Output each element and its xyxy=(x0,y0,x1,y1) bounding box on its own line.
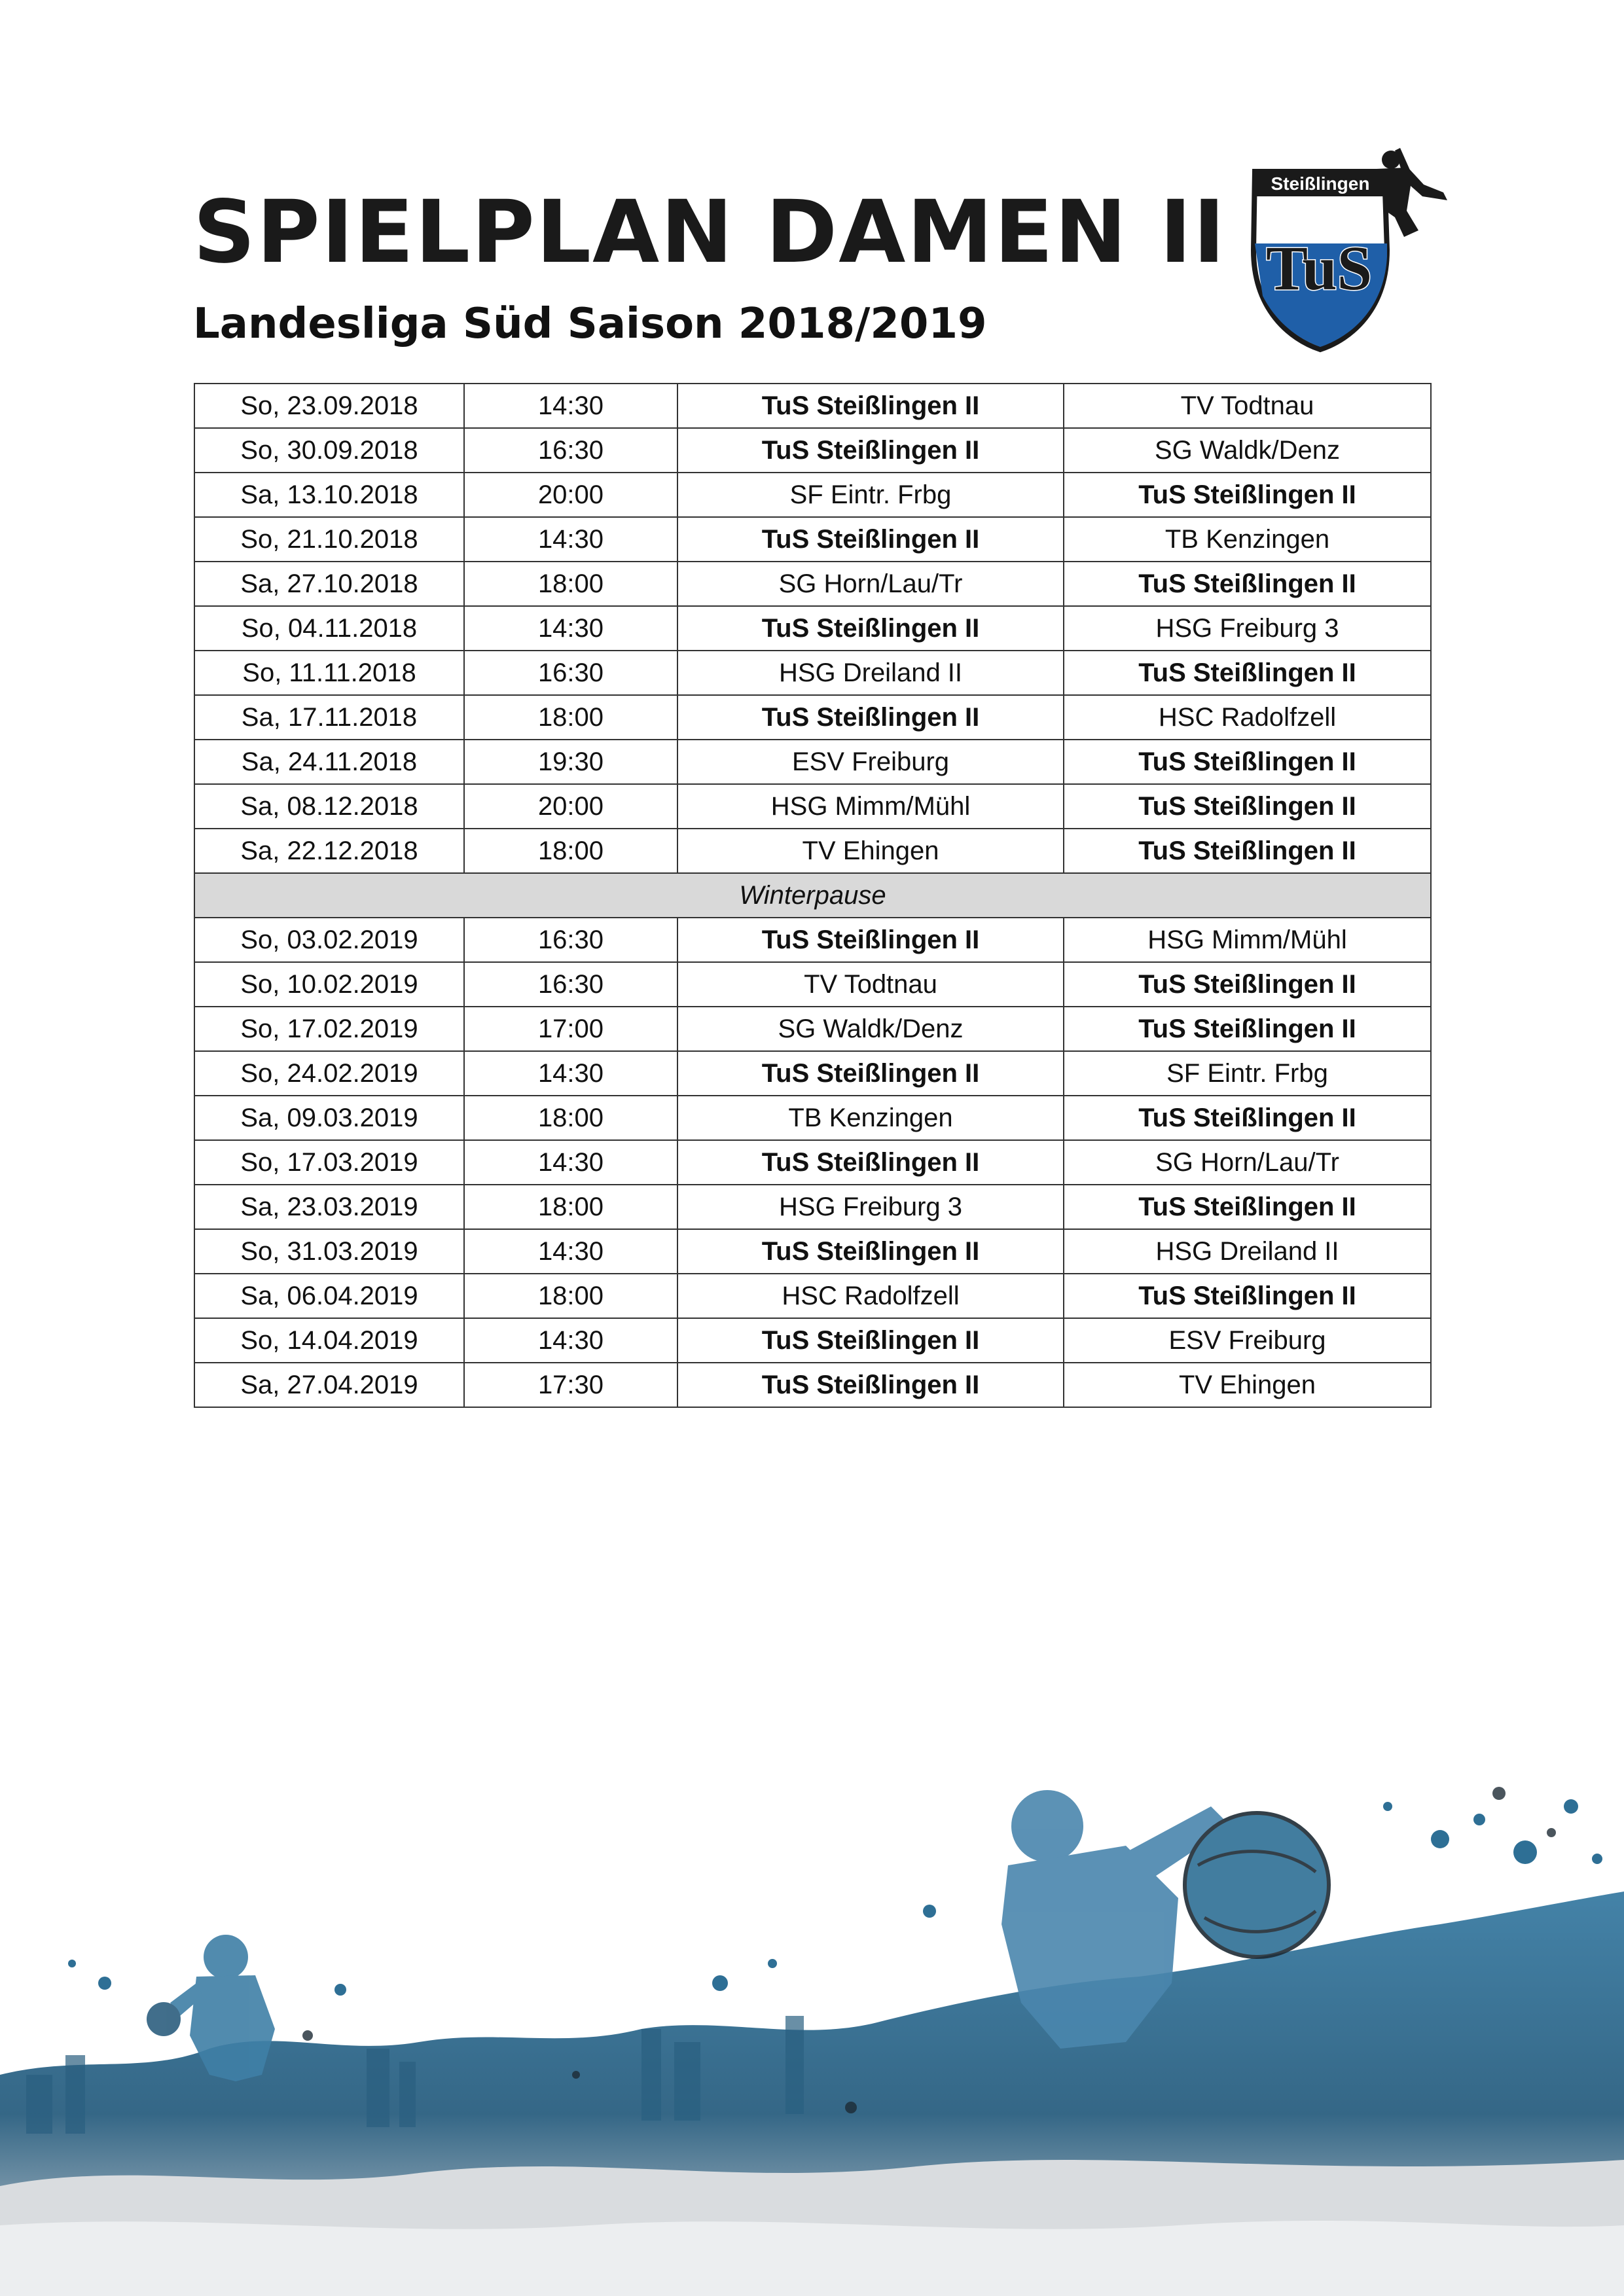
match-date: So, 17.02.2019 xyxy=(194,1007,464,1051)
away-team: SG Horn/Lau/Tr xyxy=(1064,1140,1431,1185)
match-time: 14:30 xyxy=(464,517,677,562)
match-date: So, 23.09.2018 xyxy=(194,384,464,428)
home-team: TuS Steißlingen II xyxy=(677,1140,1064,1185)
home-team: SG Horn/Lau/Tr xyxy=(677,562,1064,606)
match-date: Sa, 09.03.2019 xyxy=(194,1096,464,1140)
away-team: TuS Steißlingen II xyxy=(1064,784,1431,829)
match-date: So, 11.11.2018 xyxy=(194,651,464,695)
match-date: So, 31.03.2019 xyxy=(194,1229,464,1274)
match-date: So, 24.02.2019 xyxy=(194,1051,464,1096)
match-row xyxy=(194,918,1431,962)
away-team: TB Kenzingen xyxy=(1064,517,1431,562)
home-team: HSG Dreiland II xyxy=(677,651,1064,695)
home-team: TuS Steißlingen II xyxy=(677,517,1064,562)
match-time: 14:30 xyxy=(464,606,677,651)
match-row xyxy=(194,1007,1431,1051)
match-date: Sa, 08.12.2018 xyxy=(194,784,464,829)
home-team: HSG Freiburg 3 xyxy=(677,1185,1064,1229)
match-date: Sa, 17.11.2018 xyxy=(194,695,464,740)
club-logo xyxy=(1247,145,1450,353)
match-date: Sa, 24.11.2018 xyxy=(194,740,464,784)
away-team: ESV Freiburg xyxy=(1064,1318,1431,1363)
away-team: TuS Steißlingen II xyxy=(1064,1096,1431,1140)
home-team: TV Todtnau xyxy=(677,962,1064,1007)
match-date: Sa, 13.10.2018 xyxy=(194,473,464,517)
away-team: TV Ehingen xyxy=(1064,1363,1431,1407)
match-time: 20:00 xyxy=(464,784,677,829)
match-row xyxy=(194,606,1431,651)
match-row xyxy=(194,962,1431,1007)
match-date: So, 10.02.2019 xyxy=(194,962,464,1007)
home-team: TuS Steißlingen II xyxy=(677,606,1064,651)
home-team: TuS Steißlingen II xyxy=(677,918,1064,962)
away-team: HSG Dreiland II xyxy=(1064,1229,1431,1274)
home-team: TuS Steißlingen II xyxy=(677,1051,1064,1096)
match-row xyxy=(194,517,1431,562)
match-time: 16:30 xyxy=(464,918,677,962)
match-date: Sa, 27.10.2018 xyxy=(194,562,464,606)
away-team: TuS Steißlingen II xyxy=(1064,1274,1431,1318)
match-time: 14:30 xyxy=(464,1051,677,1096)
match-date: So, 03.02.2019 xyxy=(194,918,464,962)
match-date: Sa, 23.03.2019 xyxy=(194,1185,464,1229)
home-team: TuS Steißlingen II xyxy=(677,1318,1064,1363)
home-team: HSC Radolfzell xyxy=(677,1274,1064,1318)
match-date: Sa, 27.04.2019 xyxy=(194,1363,464,1407)
match-row xyxy=(194,562,1431,606)
match-row xyxy=(194,1051,1431,1096)
match-date: So, 21.10.2018 xyxy=(194,517,464,562)
home-team: ESV Freiburg xyxy=(677,740,1064,784)
schedule-body xyxy=(194,384,1431,1407)
match-time: 18:00 xyxy=(464,1096,677,1140)
away-team: HSC Radolfzell xyxy=(1064,695,1431,740)
match-row xyxy=(194,784,1431,829)
page-title: SPIELPLAN DAMEN II xyxy=(193,182,1227,283)
match-time: 17:00 xyxy=(464,1007,677,1051)
match-row xyxy=(194,1185,1431,1229)
home-team: SF Eintr. Frbg xyxy=(677,473,1064,517)
away-team: TuS Steißlingen II xyxy=(1064,740,1431,784)
match-time: 17:30 xyxy=(464,1363,677,1407)
match-row xyxy=(194,1274,1431,1318)
match-date: Sa, 06.04.2019 xyxy=(194,1274,464,1318)
logo-club-name: Steißlingen xyxy=(1271,173,1370,194)
match-row xyxy=(194,651,1431,695)
match-row xyxy=(194,473,1431,517)
home-team: SG Waldk/Denz xyxy=(677,1007,1064,1051)
home-team: TuS Steißlingen II xyxy=(677,1363,1064,1407)
match-time: 14:30 xyxy=(464,1229,677,1274)
away-team: TuS Steißlingen II xyxy=(1064,1007,1431,1051)
home-team: TuS Steißlingen II xyxy=(677,428,1064,473)
match-time: 16:30 xyxy=(464,962,677,1007)
match-time: 14:30 xyxy=(464,384,677,428)
logo-initials: TuS xyxy=(1266,233,1372,303)
home-team: HSG Mimm/Mühl xyxy=(677,784,1064,829)
home-team: TB Kenzingen xyxy=(677,1096,1064,1140)
away-team: TuS Steißlingen II xyxy=(1064,1185,1431,1229)
schedule-table xyxy=(194,383,1432,1408)
match-time: 20:00 xyxy=(464,473,677,517)
page-subtitle: Landesliga Süd Saison 2018/2019 xyxy=(193,300,987,348)
home-team: TV Ehingen xyxy=(677,829,1064,873)
match-row xyxy=(194,384,1431,428)
match-row xyxy=(194,740,1431,784)
match-row xyxy=(194,695,1431,740)
away-team: TuS Steißlingen II xyxy=(1064,962,1431,1007)
match-time: 16:30 xyxy=(464,651,677,695)
match-time: 19:30 xyxy=(464,740,677,784)
away-team: HSG Mimm/Mühl xyxy=(1064,918,1431,962)
match-row xyxy=(194,1318,1431,1363)
away-team: HSG Freiburg 3 xyxy=(1064,606,1431,651)
away-team: TuS Steißlingen II xyxy=(1064,562,1431,606)
match-row xyxy=(194,1140,1431,1185)
away-team: TuS Steißlingen II xyxy=(1064,651,1431,695)
footer-artwork xyxy=(0,1767,1624,2296)
match-time: 16:30 xyxy=(464,428,677,473)
match-date: So, 04.11.2018 xyxy=(194,606,464,651)
away-team: SG Waldk/Denz xyxy=(1064,428,1431,473)
away-team: SF Eintr. Frbg xyxy=(1064,1051,1431,1096)
match-time: 18:00 xyxy=(464,1185,677,1229)
match-time: 18:00 xyxy=(464,695,677,740)
match-time: 14:30 xyxy=(464,1318,677,1363)
away-team: TV Todtnau xyxy=(1064,384,1431,428)
match-row xyxy=(194,1363,1431,1407)
away-team: TuS Steißlingen II xyxy=(1064,829,1431,873)
match-row xyxy=(194,829,1431,873)
match-row xyxy=(194,1096,1431,1140)
match-time: 18:00 xyxy=(464,562,677,606)
match-date: So, 30.09.2018 xyxy=(194,428,464,473)
match-time: 14:30 xyxy=(464,1140,677,1185)
match-time: 18:00 xyxy=(464,1274,677,1318)
home-team: TuS Steißlingen II xyxy=(677,695,1064,740)
away-team: TuS Steißlingen II xyxy=(1064,473,1431,517)
match-row xyxy=(194,428,1431,473)
home-team: TuS Steißlingen II xyxy=(677,1229,1064,1274)
match-date: So, 17.03.2019 xyxy=(194,1140,464,1185)
left-player-silhouette-icon xyxy=(147,1935,275,2081)
match-date: So, 14.04.2019 xyxy=(194,1318,464,1363)
winter-break-label: Winterpause xyxy=(194,873,1431,918)
winter-break-row xyxy=(194,873,1431,918)
match-date: Sa, 22.12.2018 xyxy=(194,829,464,873)
match-time: 18:00 xyxy=(464,829,677,873)
home-team: TuS Steißlingen II xyxy=(677,384,1064,428)
match-row xyxy=(194,1229,1431,1274)
